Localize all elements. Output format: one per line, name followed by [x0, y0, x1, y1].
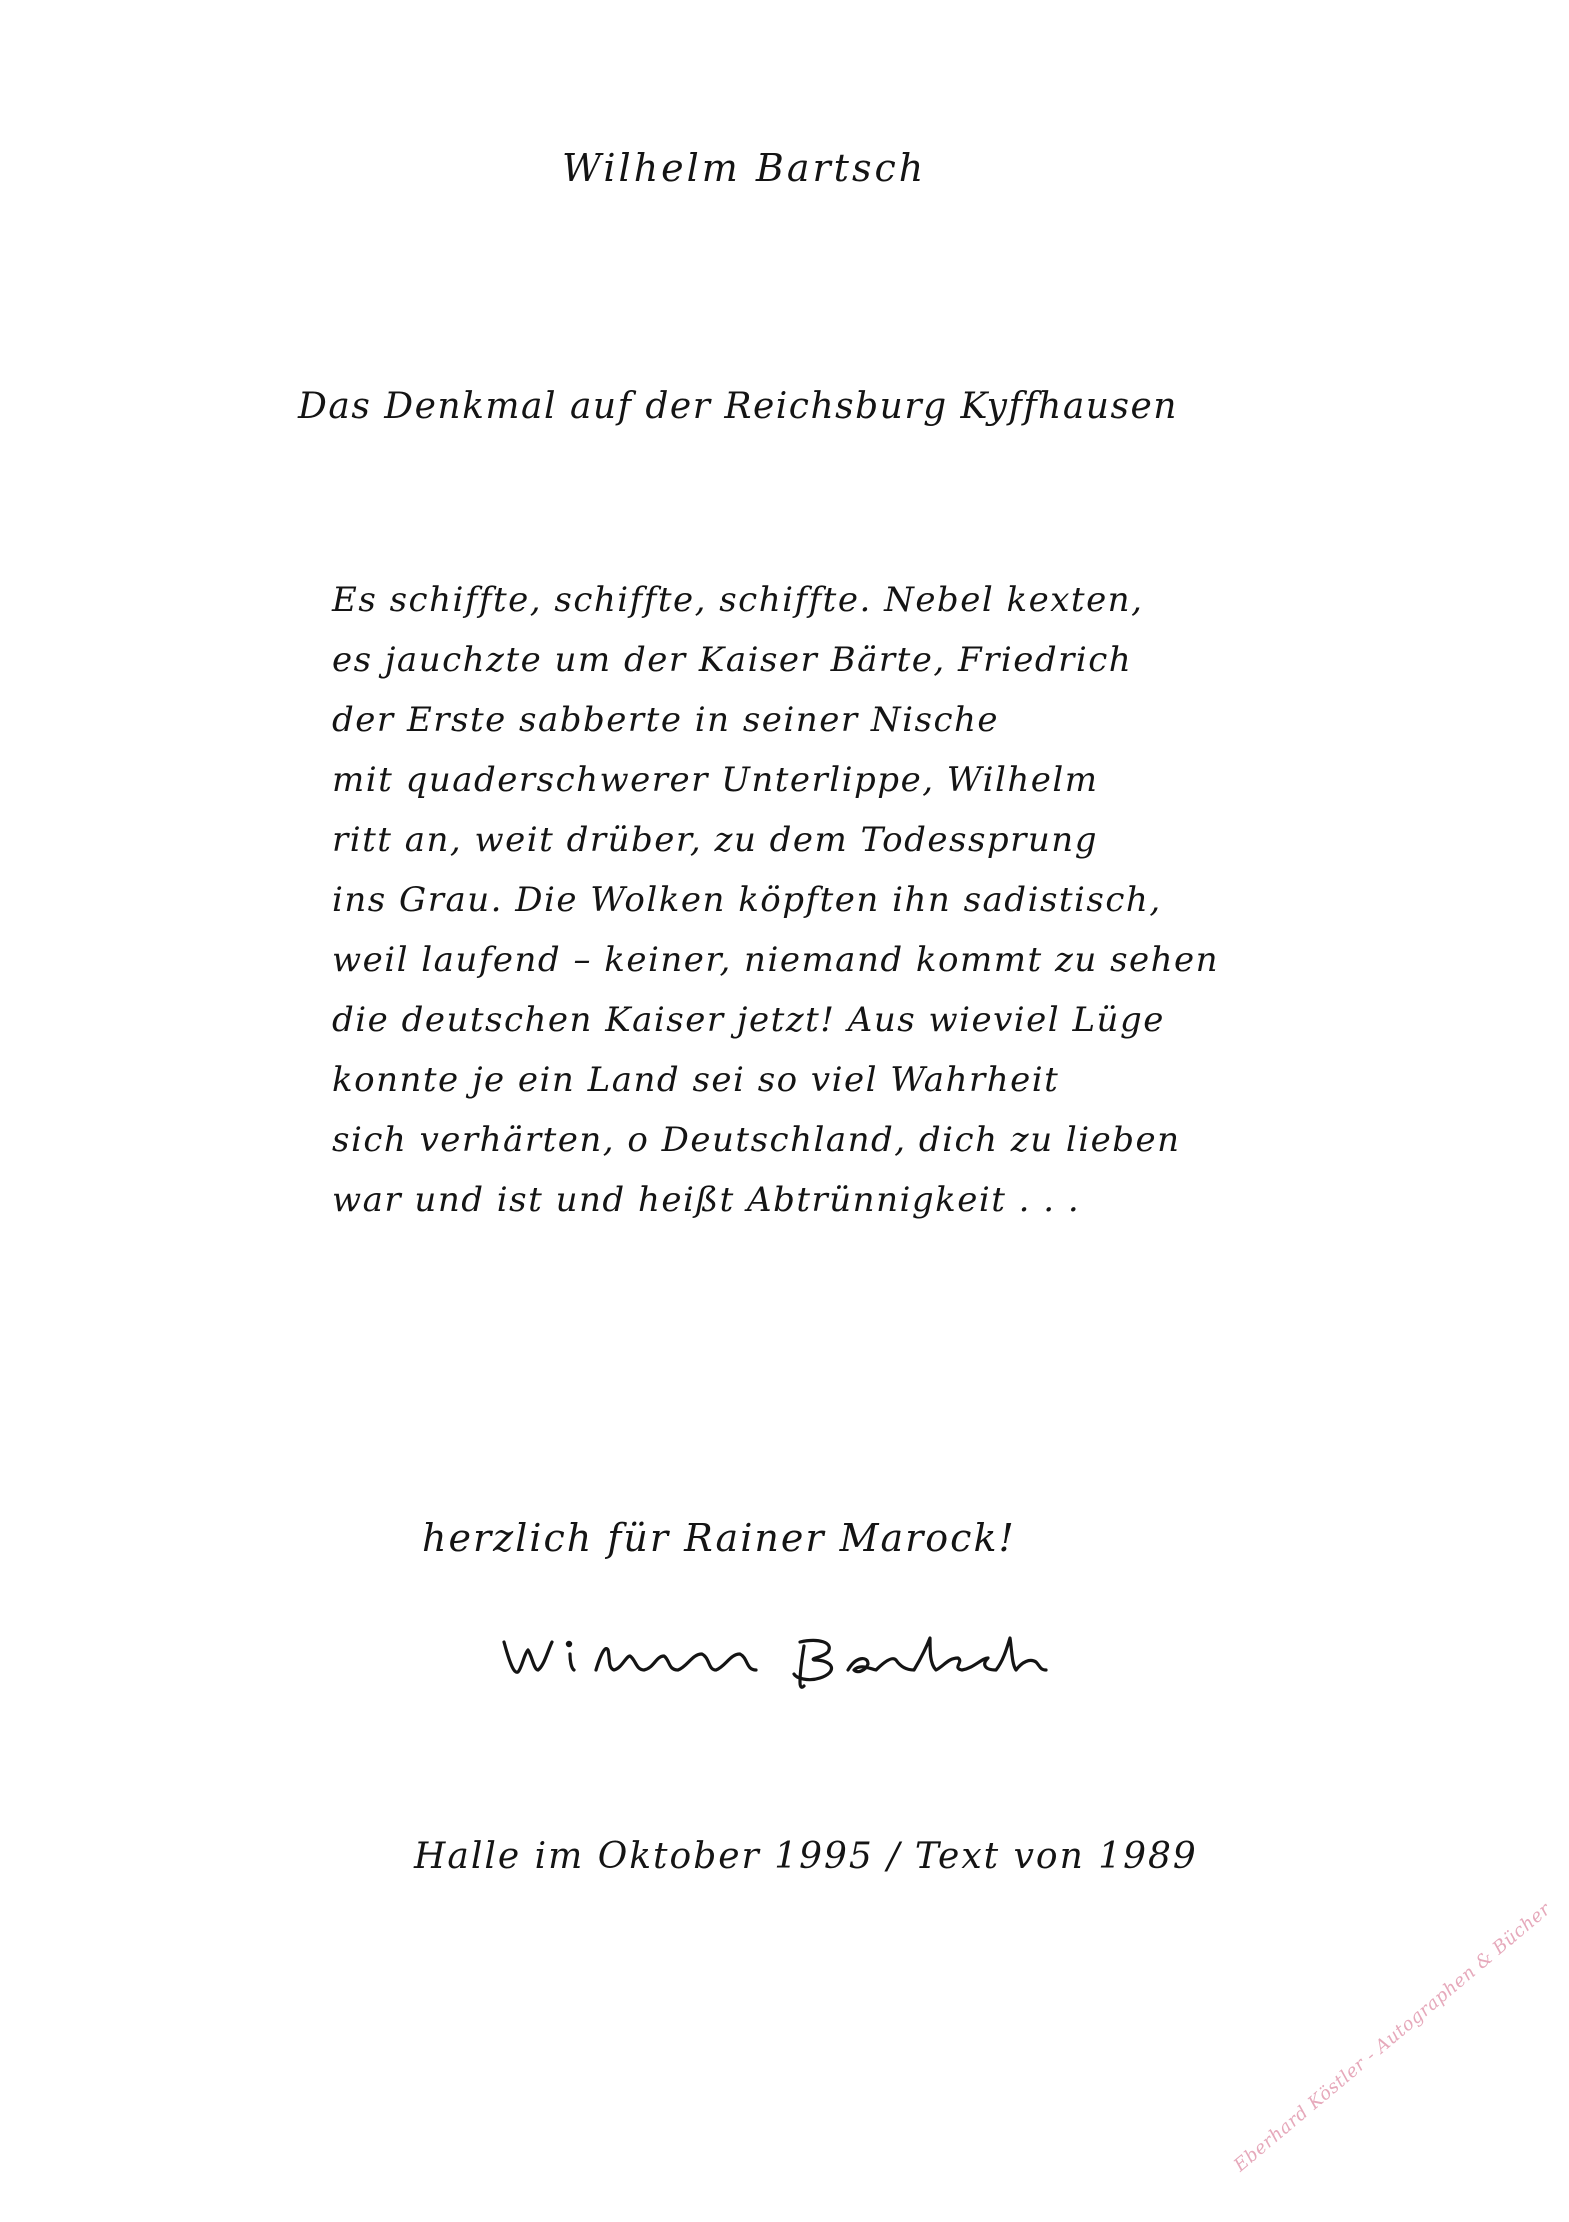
poem-line: weil laufend – keiner, niemand kommt zu sehen: [332, 940, 1220, 980]
poem-line: war und ist und heißt Abtrünnigkeit . . .: [332, 1180, 1081, 1220]
author-name: Wilhelm Bartsch: [562, 146, 927, 190]
poem-line: die deutschen Kaiser jetzt! Aus wieviel Lüge: [332, 1000, 1165, 1040]
poem-body: [332, 570, 1219, 1230]
poem-line: der Erste sabberte in seiner Nische: [332, 700, 1000, 740]
poem-line: ritt an, weit drüber, zu dem Todessprung: [332, 820, 1098, 860]
poem-line: es jauchzte um der Kaiser Bärte, Friedrich: [332, 640, 1133, 680]
dedication: herzlich für Rainer Marock!: [422, 1516, 1016, 1560]
date-line: Halle im Oktober 1995 / Text von 1989: [414, 1836, 1198, 1877]
poem-line: mit quaderschwerer Unterlippe, Wilhelm: [332, 760, 1099, 800]
poem-line: ins Grau. Die Wolken köpften ihn sadistisch,: [332, 880, 1162, 920]
handwritten-signature: [496, 1620, 1056, 1690]
poem-line: sich verhärten, o Deutschland, dich zu lieben: [332, 1120, 1181, 1160]
poem-title: Das Denkmal auf der Reichsburg Kyffhausen: [298, 386, 1178, 427]
poem-line: Es schiffte, schiffte, schiffte. Nebel kexten,: [332, 580, 1144, 620]
dealer-watermark: Eberhard Köstler - Autographen & Bücher: [1230, 1898, 1555, 2177]
poem-line: konnte je ein Land sei so viel Wahrheit: [332, 1060, 1060, 1100]
